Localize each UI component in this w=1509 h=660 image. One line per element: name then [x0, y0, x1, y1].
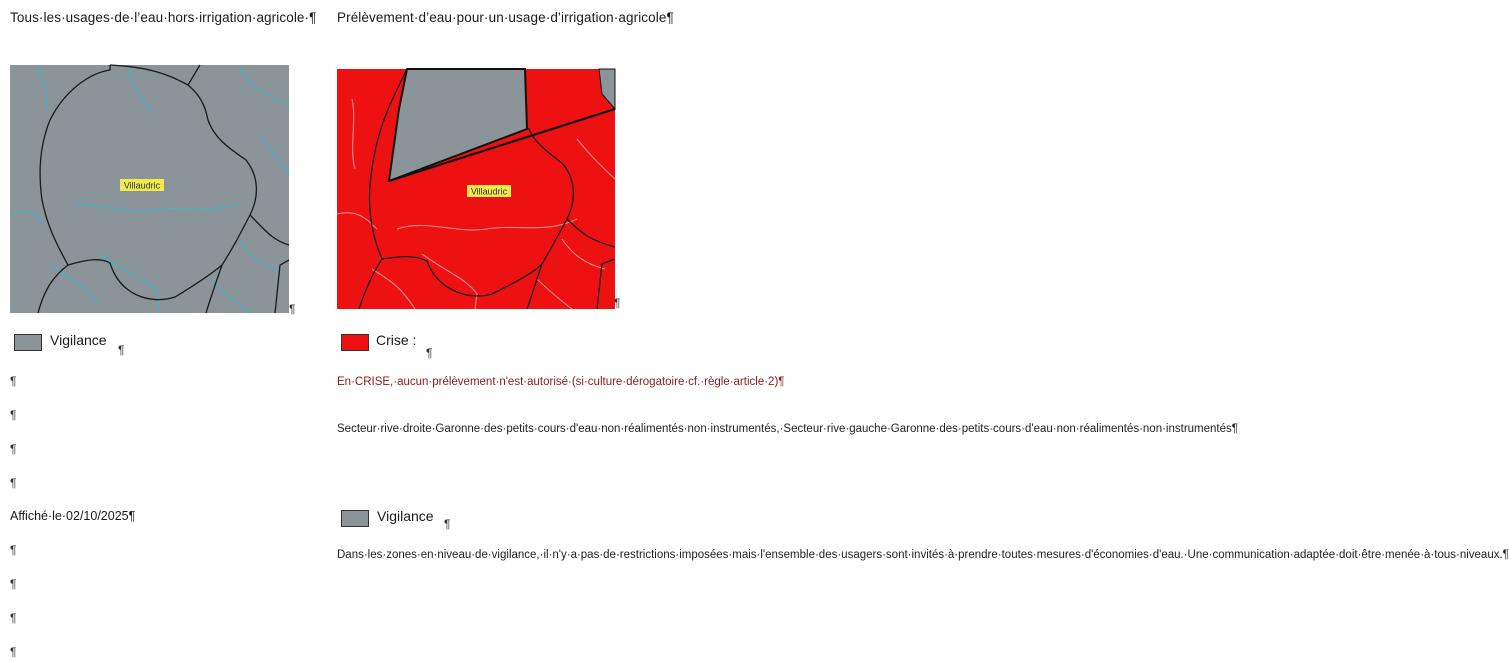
left-blank-mark-7: ¶	[10, 611, 17, 625]
right-map-svg	[337, 69, 615, 309]
left-map-end-mark: ¶	[289, 302, 296, 316]
left-blank-mark-6: ¶	[10, 577, 17, 591]
posted-date: Affiché·le·02/10/2025¶	[10, 509, 136, 523]
right-title: Prélèvement·d’eau·pour·un·usage·d’irrigation·agricole¶	[337, 10, 674, 25]
left-legend-swatch	[14, 334, 42, 351]
left-blank-mark-8: ¶	[10, 645, 17, 659]
right-legend-crisis-swatch	[341, 334, 369, 351]
sectors-text: Secteur·rive·droite·Garonne·des·petits·cours·d'eau·non·réalimentés·non·instrumentés,·Secteur·rive·gauche·Garonne·des·petits·cours·d'eau·non·réalimentés·non·instrumentés¶	[337, 423, 1238, 435]
left-title: Tous·les·usages·de·l’eau·hors·irrigation·agricole·¶	[10, 10, 317, 25]
right-map	[337, 69, 615, 309]
right-map-label: Villaudric	[470, 186, 508, 197]
left-blank-mark-2: ¶	[10, 408, 17, 422]
right-legend-vigilance-swatch	[341, 510, 369, 527]
left-legend-mark: ¶	[118, 343, 125, 357]
right-legend-vigilance-label: Vigilance	[377, 508, 434, 524]
right-legend-crisis-label: Crise :	[376, 332, 417, 348]
right-map-end-mark: ¶	[614, 296, 621, 310]
left-legend-label: Vigilance	[50, 332, 107, 348]
left-map	[10, 65, 289, 313]
vigilance-text: Dans·les·zones·en·niveau·de·vigilance,·il·n'y·a·pas·de·restrictions·imposées·mais·l'ensemble·des·usagers·sont·invités·à·prendre·toutes·mesures·d'économies·d'eau.·Une·communication·adaptée·doit·être·menée·à·tous·niveaux.¶	[337, 549, 1509, 561]
left-blank-mark-1: ¶	[10, 374, 17, 388]
left-blank-mark-3: ¶	[10, 442, 17, 456]
left-blank-mark-4: ¶	[10, 476, 17, 490]
right-legend-crisis-mark: ¶	[426, 346, 433, 360]
left-map-svg	[10, 65, 289, 313]
crisis-text: En·CRISE,·aucun·prélèvement·n'est·autorisé·(si·culture·dérogatoire·cf.·règle·article·2)¶	[337, 376, 785, 388]
left-map-label: Villaudric	[123, 180, 161, 191]
right-legend-vigilance-mark: ¶	[444, 517, 451, 531]
left-blank-mark-5: ¶	[10, 543, 17, 557]
